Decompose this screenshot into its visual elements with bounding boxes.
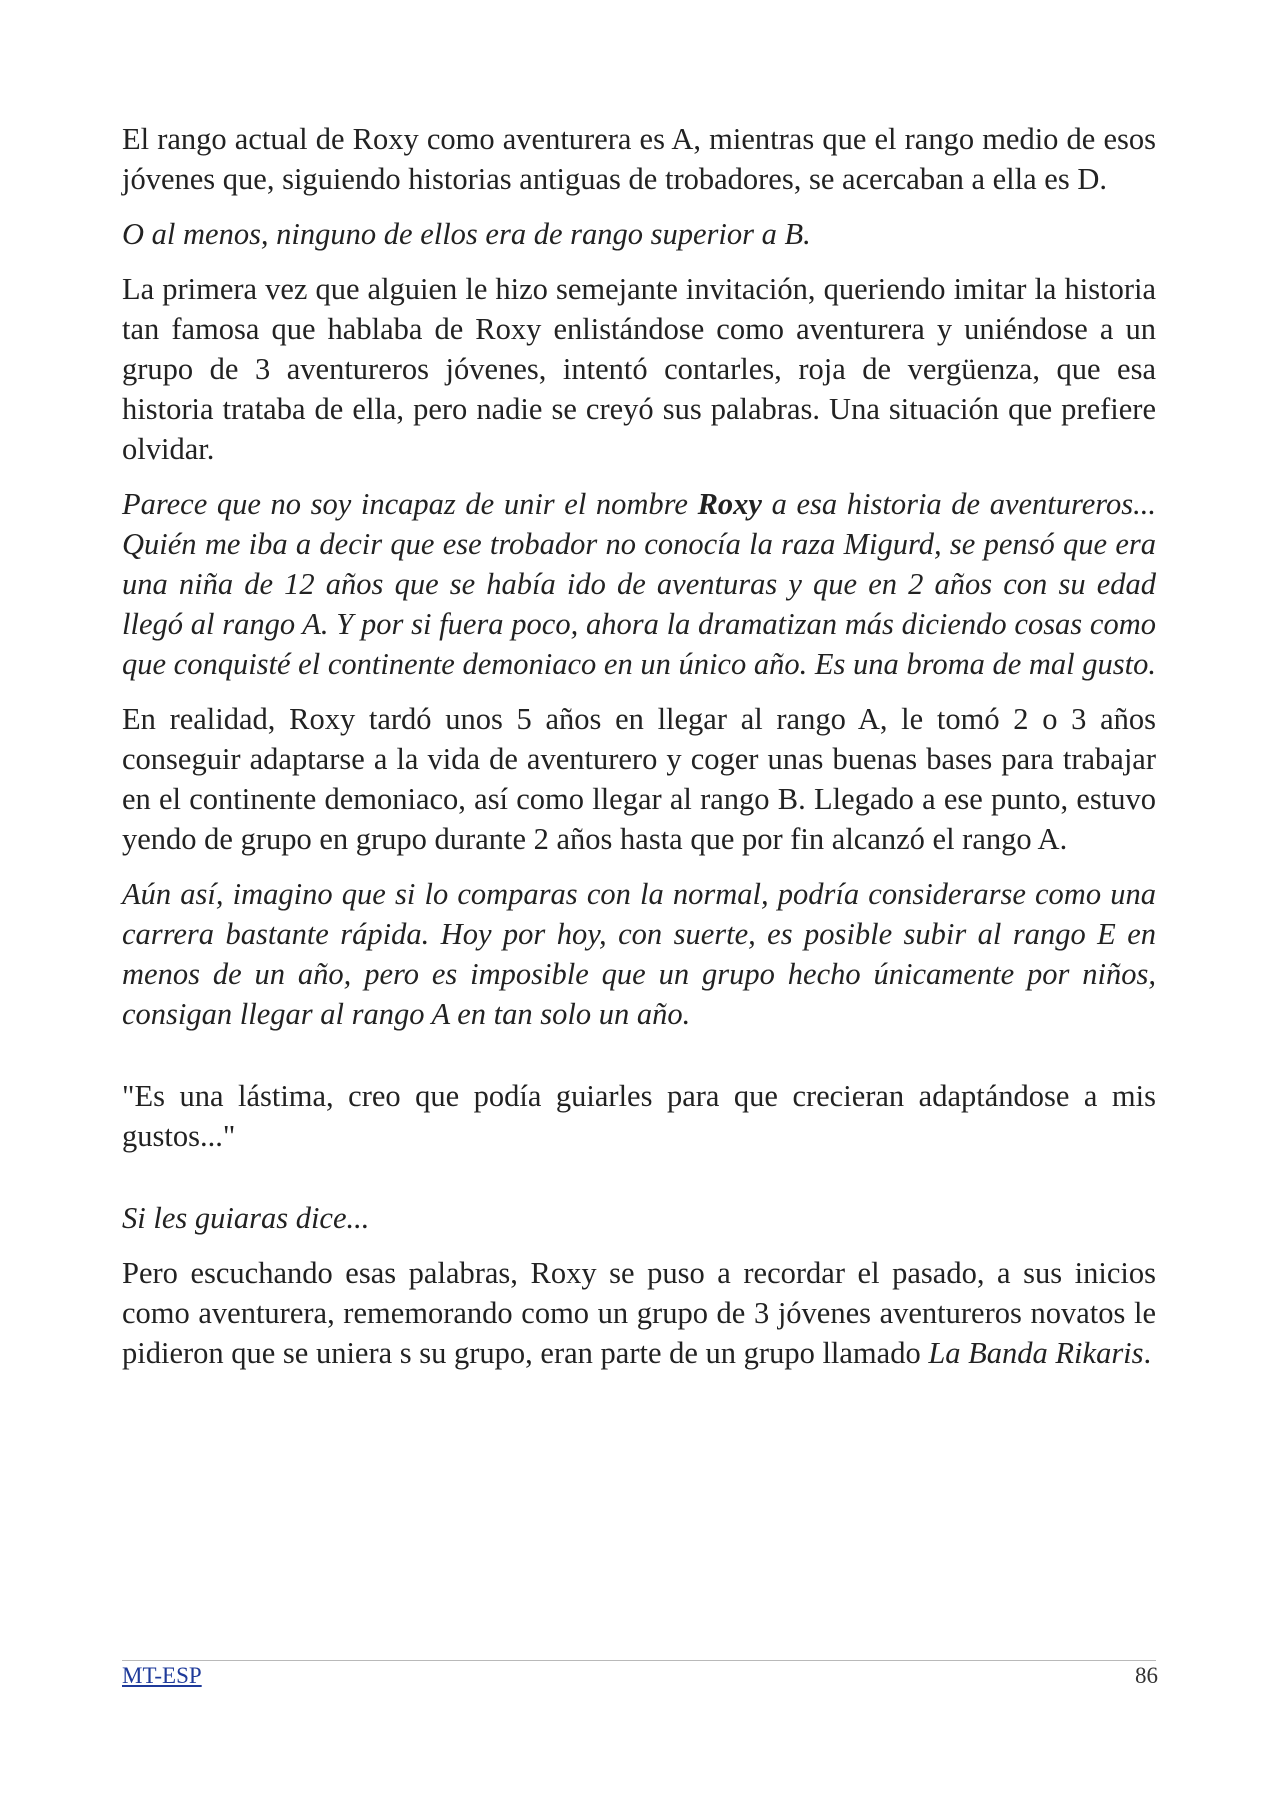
- paragraph-9-emphasis: La Banda Rikaris: [928, 1336, 1144, 1370]
- paragraph-3: La primera vez que alguien le hizo semejante invitación, queriendo imitar la historia tan famosa que hablaba de Roxy enlistándose como aventurera y uniéndose a un grupo de 3 aventureros jóvenes, intentó contarles, roja de vergüenza, que esa historia trataba de ella, pero nadie se creyó sus palabras. Una situación que prefiere olvidar.: [122, 272, 1156, 466]
- paragraph-7-dialogue: "Es una lástima, creo que podía guiarles para que crecieran adaptándose a mis gustos...": [122, 1079, 1156, 1153]
- page-number: 86: [1135, 1663, 1158, 1688]
- paragraph-1: El rango actual de Roxy como aventurera es A, mientras que el rango medio de esos jóvenes que, siguiendo historias antiguas de trobadores, se acercaban a ella es D.: [122, 122, 1156, 196]
- paragraph-9-text-before: Pero escuchando esas palabras, Roxy se puso a recordar el pasado, a sus inicios como aventurera, rememorando como un grupo de 3 jóvenes aventureros novatos le pidieron que se uniera s su grupo, eran parte de un grupo llamado: [122, 1256, 1156, 1370]
- document-body: [122, 119, 1156, 1388]
- paragraph-9-text-after: .: [1143, 1336, 1152, 1370]
- paragraph-8-thought: Si les guiaras dice...: [122, 1201, 370, 1235]
- paragraph-2-thought: O al menos, ninguno de ellos era de rango superior a B.: [122, 217, 811, 251]
- paragraph-6-thought: Aún así, imagino que si lo comparas con la normal, podría considerarse como una carrera bastante rápida. Hoy por hoy, con suerte, es posible subir al rango E en menos de un año, pero es imposible que un grupo hecho únicamente por niños, consigan llegar al rango A en tan solo un año.: [122, 877, 1156, 1031]
- footer-divider: [122, 1660, 1156, 1661]
- paragraph-4-text-after: a esa historia de aventureros... Quién me iba a decir que ese trobador no conocía la raza Migurd, se pensó que era una niña de 12 años que se había ido de aventuras y que en 2 años con su edad llegó al rango A. Y por si fuera poco, ahora la dramatizan más diciendo cosas como que conquisté el continente demoniaco en un único año. Es una broma de mal gusto.: [122, 487, 1156, 681]
- paragraph-4-text-before: Parece que no soy incapaz de unir el nombre: [122, 487, 698, 521]
- paragraph-5: En realidad, Roxy tardó unos 5 años en llegar al rango A, le tomó 2 o 3 años conseguir adaptarse a la vida de aventurero y coger unas buenas bases para trabajar en el continente demoniaco, así como llegar al rango B. Llegado a ese punto, estuvo yendo de grupo en grupo durante 2 años hasta que por fin alcanzó el rango A.: [122, 702, 1156, 856]
- paragraph-9: [122, 1253, 1156, 1373]
- paragraph-4-thought: [122, 484, 1156, 684]
- paragraph-4-emphasis: Roxy: [697, 487, 762, 521]
- footer-link[interactable]: MT-ESP: [122, 1663, 202, 1688]
